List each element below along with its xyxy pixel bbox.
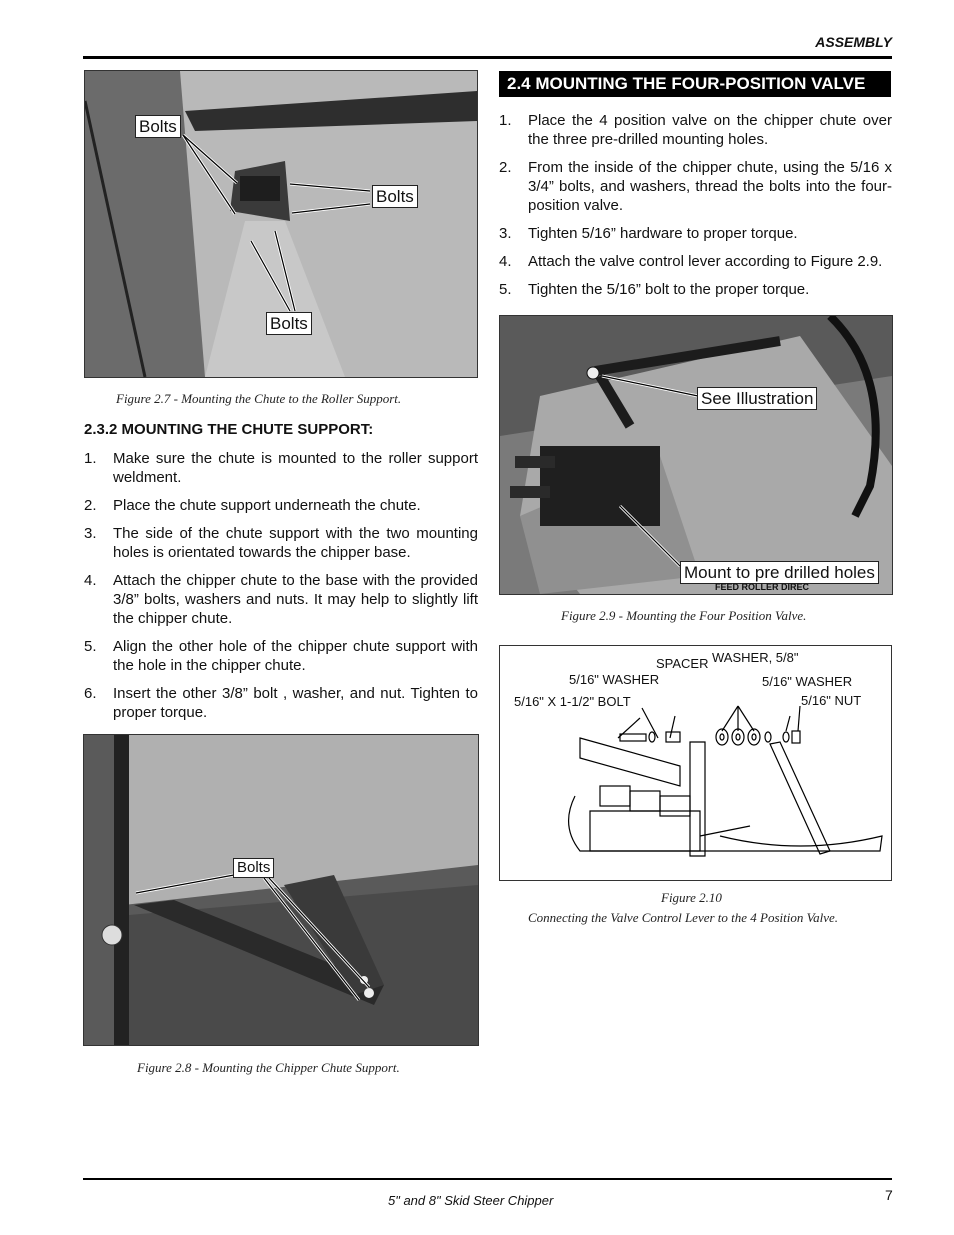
chute-support-steps bbox=[84, 449, 478, 731]
list-item bbox=[499, 111, 892, 149]
list-item bbox=[84, 684, 478, 722]
list-item bbox=[84, 449, 478, 487]
footer-document-title: 5" and 8" Skid Steer Chipper bbox=[388, 1193, 554, 1208]
list-item bbox=[499, 158, 892, 215]
list-item bbox=[84, 496, 478, 515]
figure-2-8-photo bbox=[83, 734, 479, 1046]
step-number: 3. bbox=[499, 225, 512, 242]
step-text: Make sure the chute is mounted to the roller support weldment. bbox=[113, 450, 478, 486]
step-number: 5. bbox=[499, 281, 512, 298]
step-text: Tighten the 5/16” bolt to the proper torque. bbox=[528, 281, 810, 298]
step-number: 5. bbox=[84, 638, 97, 655]
figure-2-10-caption-text: Connecting the Valve Control Lever to the 4 Position Valve. bbox=[528, 910, 839, 925]
section-2-3-2-title: 2.3.2 MOUNTING THE CHUTE SUPPORT: bbox=[84, 421, 374, 438]
section-2-4-title: 2.4 MOUNTING THE FOUR-POSITION VALVE bbox=[499, 71, 891, 97]
step-number: 3. bbox=[84, 525, 97, 542]
step-text: Tighten 5/16” hardware to proper torque. bbox=[528, 225, 798, 242]
mount-holes-callout: Mount to pre drilled holes bbox=[680, 561, 879, 584]
spacer-label: SPACER bbox=[656, 656, 709, 671]
washer-5-8-label: WASHER, 5/8" bbox=[712, 650, 799, 665]
feed-roller-stencil: FEED ROLLER DIREC bbox=[715, 582, 810, 592]
list-item bbox=[499, 252, 892, 271]
step-text: Align the other hole of the chipper chute support with the hole in the chipper chute. bbox=[113, 638, 478, 674]
figure-2-8-illustration bbox=[84, 735, 478, 1045]
figure-2-9-illustration bbox=[500, 316, 892, 594]
figure-2-9-caption: Figure 2.9 - Mounting the Four Position Valve. bbox=[561, 608, 807, 623]
figure-2-8-caption: Figure 2.8 - Mounting the Chipper Chute Support. bbox=[137, 1060, 400, 1075]
list-item bbox=[84, 637, 478, 675]
bolts-callout: Bolts bbox=[233, 858, 274, 878]
washer-5-16-left-label: 5/16" WASHER bbox=[569, 672, 660, 687]
list-item bbox=[499, 224, 892, 243]
bolts-callout-top-left: Bolts bbox=[135, 115, 181, 138]
figure-2-9-photo bbox=[499, 315, 893, 595]
step-text: Place the 4 position valve on the chipper chute over the three pre-drilled mounting holes. bbox=[528, 112, 892, 148]
page-number: 7 bbox=[885, 1187, 893, 1203]
list-item bbox=[84, 524, 478, 562]
step-number: 1. bbox=[499, 112, 512, 129]
list-item bbox=[84, 571, 478, 628]
bolts-callout-bottom: Bolts bbox=[266, 312, 312, 335]
bolts-callout-right: Bolts bbox=[372, 185, 418, 208]
figure-2-10-caption-number: Figure 2.10 bbox=[661, 890, 722, 905]
header-rule bbox=[83, 56, 892, 59]
step-text: Insert the other 3/8” bolt , washer, and nut. Tighten to proper torque. bbox=[113, 685, 478, 721]
figure-2-7-photo bbox=[84, 70, 478, 378]
washer-5-16-right-label: 5/16" WASHER bbox=[762, 674, 853, 689]
section-header-label: ASSEMBLY bbox=[815, 34, 892, 50]
figure-2-7-caption: Figure 2.7 - Mounting the Chute to the Roller Support. bbox=[116, 391, 402, 406]
step-number: 2. bbox=[499, 159, 512, 176]
step-text: Place the chute support underneath the chute. bbox=[113, 497, 421, 514]
step-number: 2. bbox=[84, 497, 97, 514]
valve-steps bbox=[499, 111, 892, 308]
step-number: 1. bbox=[84, 450, 97, 467]
step-number: 4. bbox=[84, 572, 97, 589]
step-text: From the inside of the chipper chute, using the 5/16 x 3/4” bolts, and washers, thread the bolts into the four-position valve. bbox=[528, 159, 892, 214]
step-text: The side of the chute support with the two mounting holes is orientated towards the chipper base. bbox=[113, 525, 478, 561]
step-number: 4. bbox=[499, 253, 512, 270]
footer-rule bbox=[83, 1178, 892, 1180]
list-item bbox=[499, 280, 892, 299]
step-number: 6. bbox=[84, 685, 97, 702]
nut-label: 5/16" NUT bbox=[801, 693, 862, 708]
step-text: Attach the chipper chute to the base with the provided 3/8” bolts, washers and nuts. It may help to slightly lift the chipper chute. bbox=[113, 572, 478, 627]
bolt-label: 5/16" X 1-1/2" BOLT bbox=[514, 694, 631, 709]
figure-2-10-diagram bbox=[499, 645, 892, 881]
step-text: Attach the valve control lever according to Figure 2.9. bbox=[528, 253, 883, 270]
see-illustration-callout: See Illustration bbox=[697, 387, 817, 410]
